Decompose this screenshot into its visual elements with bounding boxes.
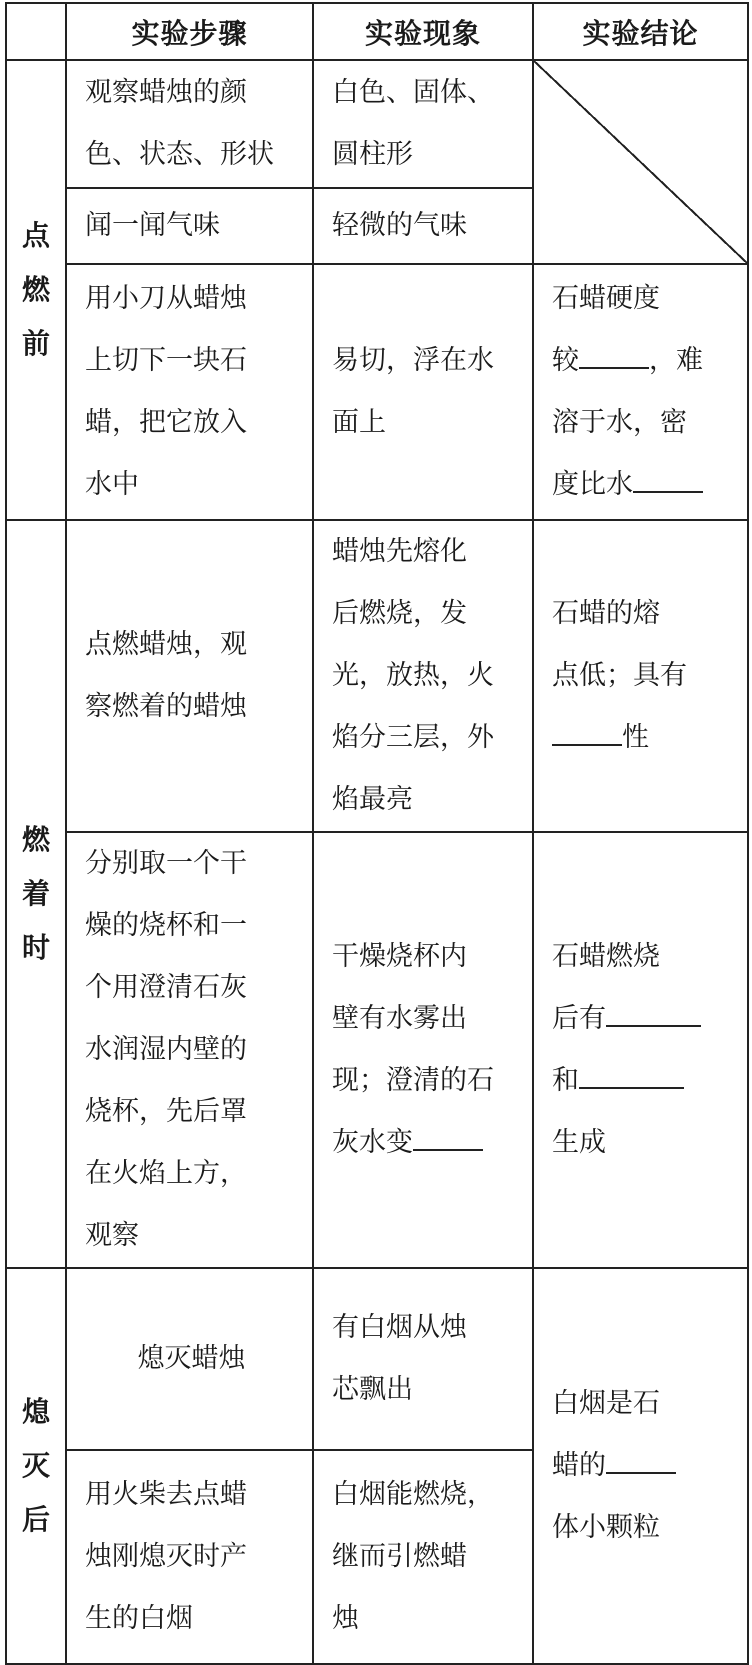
text-line: 观察 — [85, 1220, 139, 1251]
text-line: 在火焰上方， — [85, 1158, 247, 1189]
stage-before — [6, 60, 66, 520]
step-cut — [66, 264, 313, 520]
text-line — [552, 454, 733, 516]
text-line: 烧杯，先后罩 — [85, 1096, 247, 1127]
stage-char: 时 — [21, 931, 50, 964]
text-line: 易切，浮在水 — [332, 345, 494, 376]
text-line — [552, 1050, 733, 1112]
text-line: 点燃蜡烛，观 — [85, 629, 247, 660]
text-line: 烛刚熄灭时产 — [85, 1541, 247, 1572]
header-step: 实验步骤 — [66, 3, 313, 60]
conclusion-light — [533, 520, 748, 832]
stage-during — [6, 520, 66, 1268]
stage-char: 后 — [21, 1503, 50, 1536]
step-beaker — [66, 832, 313, 1268]
experiment-table — [5, 2, 749, 1665]
text-line: 色、状态、形状 — [85, 139, 274, 170]
answer-blank — [413, 1122, 483, 1151]
text-line: 白烟是石 — [552, 1388, 660, 1419]
header-conclusion: 实验结论 — [533, 3, 748, 60]
text-line: 石蜡燃烧 — [552, 941, 660, 972]
text-line: 水中 — [85, 469, 139, 500]
text-line: 芯飘出 — [332, 1374, 413, 1405]
text-line: 有白烟从烛 — [332, 1312, 467, 1343]
step-observe — [66, 60, 313, 188]
table-row-beaker — [6, 832, 748, 1268]
step-reignite — [66, 1450, 313, 1664]
answer-blank — [579, 1060, 684, 1089]
text-segment: 和 — [552, 1065, 579, 1096]
text-line — [552, 988, 733, 1050]
stage-char: 点 — [21, 219, 50, 252]
text-line: 焰最亮 — [332, 784, 413, 815]
text-line: 水润湿内壁的 — [85, 1034, 247, 1065]
text-line — [552, 1435, 733, 1497]
text-segment: 后有 — [552, 1003, 606, 1034]
table-row-light — [6, 520, 748, 832]
text-line: 轻微的气味 — [332, 210, 467, 241]
table-row-cut — [6, 264, 748, 520]
header-corner — [6, 3, 66, 60]
table-row-extinguish — [6, 1268, 748, 1450]
conclusion-empty-diagonal — [533, 60, 748, 264]
header-phenomenon: 实验现象 — [313, 3, 533, 60]
text-line: 石蜡硬度 — [552, 283, 660, 314]
text-line: 蜡烛先熔化 — [332, 536, 467, 567]
step-light — [66, 520, 313, 832]
phenomenon-reignite — [313, 1450, 533, 1664]
text-line: 壁有水雾出 — [332, 1003, 467, 1034]
text-line: 烛 — [332, 1603, 359, 1634]
step-extinguish — [66, 1268, 313, 1450]
phenomenon-light — [313, 520, 533, 832]
text-line: 白烟能燃烧， — [332, 1479, 494, 1510]
text-segment: ，难 — [649, 345, 703, 376]
stage-char: 前 — [21, 327, 50, 360]
text-line: 上切下一块石 — [85, 345, 247, 376]
text-line: 光，放热，火 — [332, 660, 494, 691]
conclusion-cut — [533, 264, 748, 520]
text-line: 石蜡的熔 — [552, 598, 660, 629]
phenomenon-beaker — [313, 832, 533, 1268]
text-line — [552, 707, 733, 769]
text-line: 溶于水，密 — [552, 407, 687, 438]
text-line: 干燥烧杯内 — [332, 941, 467, 972]
text-line: 分别取一个干 — [85, 848, 247, 879]
phenomenon-observe — [313, 60, 533, 188]
conclusion-extinguish — [533, 1268, 748, 1664]
text-line: 点低；具有 — [552, 660, 687, 691]
text-line: 面上 — [332, 407, 386, 438]
text-line: 蜡，把它放入 — [85, 407, 247, 438]
answer-blank — [606, 1445, 676, 1474]
stage-char: 燃 — [21, 273, 50, 306]
conclusion-beaker — [533, 832, 748, 1268]
stage-char: 着 — [21, 877, 50, 910]
text-segment: 较 — [552, 345, 579, 376]
text-line: 用小刀从蜡烛 — [85, 283, 247, 314]
text-line: 生的白烟 — [85, 1603, 193, 1634]
text-line: 现；澄清的石 — [332, 1065, 494, 1096]
text-line — [332, 1112, 518, 1174]
text-segment: 度比水 — [552, 469, 633, 500]
text-line: 用火柴去点蜡 — [85, 1479, 247, 1510]
header-row — [6, 3, 748, 60]
text-line: 燥的烧杯和一 — [85, 910, 247, 941]
text-line: 圆柱形 — [332, 139, 413, 170]
text-line: 观察蜡烛的颜 — [85, 77, 247, 108]
text-line: 熄灭蜡烛 — [137, 1343, 246, 1374]
stage-char: 灭 — [21, 1449, 50, 1482]
stage-char: 燃 — [21, 823, 50, 856]
text-line: 白色、固体、 — [332, 77, 494, 108]
answer-blank — [552, 717, 622, 746]
text-segment: 性 — [622, 722, 649, 753]
text-line: 个用澄清石灰 — [85, 972, 247, 1003]
text-line — [552, 330, 733, 392]
text-line: 察燃着的蜡烛 — [85, 691, 247, 722]
answer-blank — [606, 998, 701, 1027]
step-smell — [66, 188, 313, 264]
phenomenon-smell — [313, 188, 533, 264]
text-line: 继而引燃蜡 — [332, 1541, 467, 1572]
text-line: 后燃烧，发 — [332, 598, 467, 629]
phenomenon-extinguish — [313, 1268, 533, 1450]
text-segment: 蜡的 — [552, 1450, 606, 1481]
answer-blank — [633, 464, 703, 493]
stage-char: 熄 — [21, 1395, 50, 1428]
text-line: 体小颗粒 — [552, 1512, 660, 1543]
table-row-observe — [6, 60, 748, 188]
answer-blank — [579, 340, 649, 369]
stage-after — [6, 1268, 66, 1664]
text-line: 生成 — [552, 1127, 606, 1158]
text-segment: 灰水变 — [332, 1127, 413, 1158]
text-line: 焰分三层，外 — [332, 722, 494, 753]
phenomenon-cut — [313, 264, 533, 520]
text-line: 闻一闻气味 — [85, 210, 220, 241]
